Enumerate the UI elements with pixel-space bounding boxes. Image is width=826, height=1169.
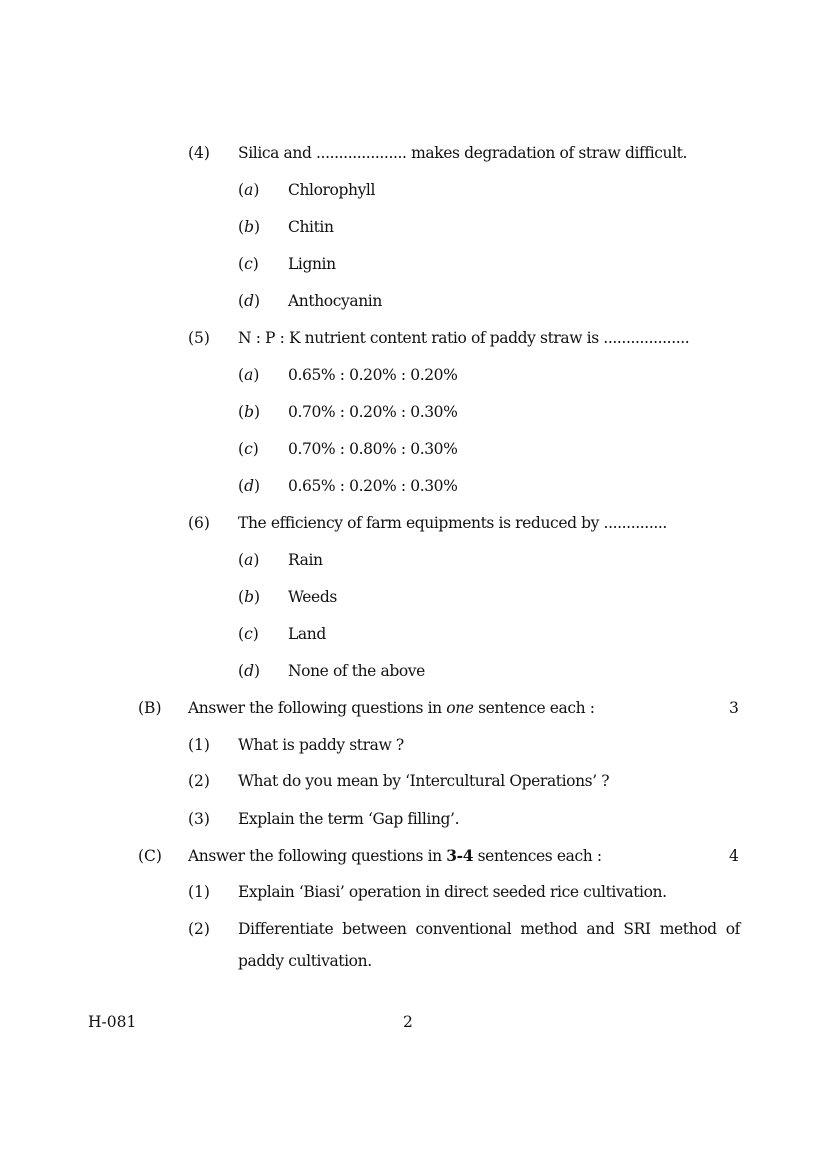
section-b-q3-number: (3) — [188, 810, 210, 828]
q4-option-d-label: (d) — [238, 292, 261, 310]
section-c-q2-text: Differentiate between conventional method and SRI method of — [238, 920, 740, 938]
section-b-instruction: Answer the following questions in one sentence each : — [188, 699, 595, 717]
section-b-q2-text: What do you mean by ‘Intercultural Operations’ ? — [238, 772, 610, 790]
q4-option-c: Lignin — [288, 255, 336, 273]
q6-option-a: Rain — [288, 551, 323, 569]
section-c-q2-text-continued: paddy cultivation. — [238, 952, 372, 970]
section-b-q1-number: (1) — [188, 736, 210, 754]
q5-option-c-label: (c) — [238, 440, 259, 458]
q4-option-a: Chlorophyll — [288, 181, 376, 199]
section-b-q1-text: What is paddy straw ? — [238, 736, 404, 754]
section-c-q2-number: (2) — [188, 920, 210, 938]
q5-option-a: 0.65% : 0.20% : 0.20% — [288, 366, 458, 384]
section-b-marks: 3 — [729, 699, 739, 717]
q5-number: (5) — [188, 329, 210, 347]
q5-option-d-label: (d) — [238, 477, 261, 495]
q6-option-a-label: (a) — [238, 551, 260, 569]
q4-option-d: Anthocyanin — [288, 292, 382, 310]
q4-text: Silica and .................... makes degradation of straw difficult. — [238, 144, 688, 162]
q5-option-a-label: (a) — [238, 366, 260, 384]
q6-number: (6) — [188, 514, 210, 532]
section-c-label: (C) — [138, 847, 162, 865]
q6-option-d: None of the above — [288, 662, 425, 680]
q6-option-d-label: (d) — [238, 662, 261, 680]
q4-number: (4) — [188, 144, 210, 162]
q6-option-b-label: (b) — [238, 588, 261, 606]
section-c-marks: 4 — [729, 847, 739, 865]
q5-option-d: 0.65% : 0.20% : 0.30% — [288, 477, 458, 495]
section-b-q2-number: (2) — [188, 772, 210, 790]
q5-option-b: 0.70% : 0.20% : 0.30% — [288, 403, 458, 421]
q5-text: N : P : K nutrient content ratio of paddy straw is ................... — [238, 329, 690, 347]
section-c-instruction: Answer the following questions in 3-4 sentences each : — [188, 846, 602, 865]
q6-option-c: Land — [288, 625, 326, 643]
section-c-q1-text: Explain ‘Biasi’ operation in direct seeded rice cultivation. — [238, 883, 667, 901]
q4-option-b-label: (b) — [238, 218, 261, 236]
q5-option-b-label: (b) — [238, 403, 261, 421]
paper-code: H-081 — [88, 1013, 137, 1031]
q5-option-c: 0.70% : 0.80% : 0.30% — [288, 440, 458, 458]
section-b-q3-text: Explain the term ‘Gap filling’. — [238, 810, 460, 828]
q4-option-b: Chitin — [288, 218, 334, 236]
q6-option-c-label: (c) — [238, 625, 259, 643]
q4-option-c-label: (c) — [238, 255, 259, 273]
section-c-q1-number: (1) — [188, 883, 210, 901]
section-b-label: (B) — [138, 699, 162, 717]
q6-text: The efficiency of farm equipments is reduced by .............. — [238, 514, 667, 532]
page-number: 2 — [403, 1013, 413, 1031]
q4-option-a-label: (a) — [238, 181, 260, 199]
q6-option-b: Weeds — [288, 588, 337, 606]
